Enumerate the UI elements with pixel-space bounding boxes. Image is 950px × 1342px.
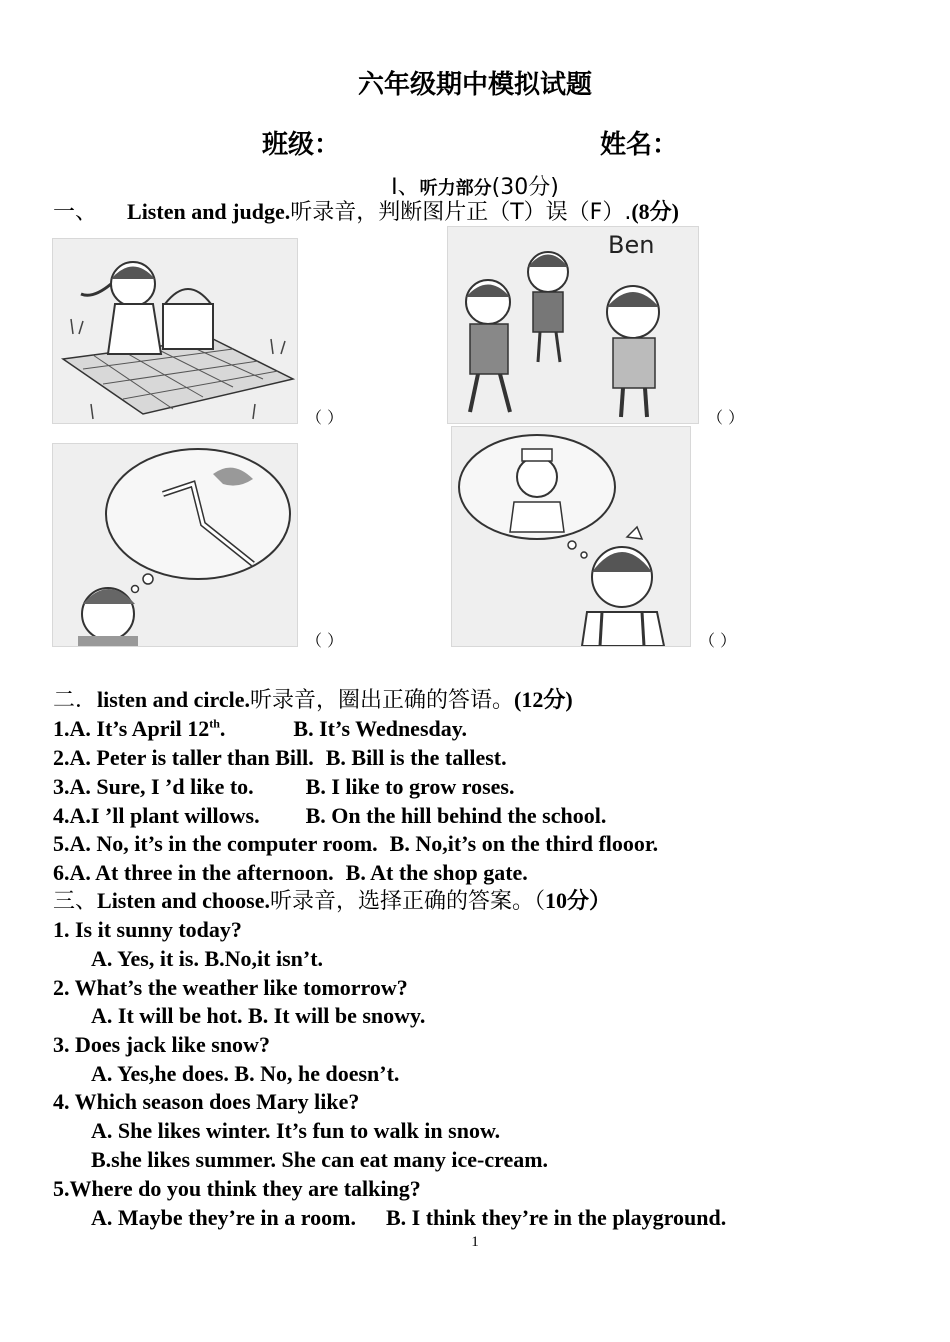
ben-label: Ben	[608, 231, 655, 259]
name-label: 姓名：	[600, 130, 679, 160]
section3-question-1-options: A. Yes, it is. B.No,it isn’t.	[91, 946, 324, 971]
q5-option-a: 5.A. No, it’s in the computer room.	[53, 831, 378, 856]
section1-heading	[53, 198, 679, 227]
section2-question-5	[53, 830, 658, 858]
section3-question-4: 4. Which season does Mary like?	[53, 1089, 360, 1114]
part-score: (30分)	[491, 175, 559, 200]
girl-doctor-illustration	[452, 427, 690, 646]
page-title: 六年级期中模拟试题	[357, 70, 592, 100]
section1-chinese: 听录音，判断图片正（T）误（F）.	[290, 200, 632, 225]
q4-option-b: B. On the hill behind the school.	[305, 803, 607, 828]
section3-question-5: 5.Where do you think they are talking?	[53, 1176, 421, 1201]
section1-score: (8分)	[631, 199, 679, 224]
section3-english: Listen and choose.	[97, 888, 270, 913]
girl-picnic-picture	[52, 238, 298, 424]
q6-option-a: 6.A. At three in the afternoon.	[53, 860, 334, 885]
section2-heading	[53, 686, 573, 715]
answer-blank-1[interactable]: （ ）	[306, 408, 344, 427]
section2-question-2	[53, 744, 507, 772]
section2-question-6	[53, 859, 528, 887]
part-name: 听力部分	[419, 178, 492, 199]
q5-choice-b: B. I think they’re in the playground.	[385, 1205, 727, 1230]
q1-option-b: B. It’s Wednesday.	[293, 716, 468, 741]
section2-question-4	[53, 802, 606, 830]
section3-chinese: 听录音，选择正确的答案。（	[270, 889, 546, 914]
section3-question-3: 3. Does jack like snow?	[53, 1032, 270, 1057]
q5-choice-a: A. Maybe they’re in a room.	[91, 1205, 356, 1230]
section3-question-4-option-a: A. She likes winter. It’s fun to walk in snow.	[91, 1118, 501, 1143]
q4-option-a: 4.A.I ’ll plant willows.	[53, 803, 260, 828]
section3-question-2-options: A. It will be hot. B. It will be snowy.	[91, 1003, 426, 1028]
section2-number: 二．	[53, 688, 98, 713]
boys-ben-picture	[447, 226, 699, 424]
answer-blank-3[interactable]: （ ）	[306, 631, 344, 650]
q2-option-b: B. Bill is the tallest.	[325, 745, 507, 770]
q2-option-a: 2.A. Peter is taller than Bill.	[53, 745, 314, 770]
q5-option-b: B. No,it’s on the third flooor.	[389, 831, 659, 856]
boys-ben-illustration	[448, 227, 698, 423]
girl-picnic-illustration	[53, 239, 297, 423]
section2-chinese: 听录音，圈出正确的答语。	[249, 688, 514, 713]
section3-question-3-options: A. Yes,he does. B. No, he doesn’t.	[91, 1061, 400, 1086]
section3-score: 10分）	[545, 888, 612, 913]
section3-number: 三、	[53, 889, 98, 914]
section3-question-5-options	[91, 1204, 726, 1232]
q6-option-b: B. At the shop gate.	[345, 860, 528, 885]
section1-number: 一、	[53, 200, 98, 225]
section2-score: (12分)	[514, 687, 573, 712]
q3-option-a: 3.A. Sure, I ’d like to.	[53, 774, 254, 799]
student-info-line	[0, 124, 950, 160]
section2-question-3	[53, 773, 514, 801]
section3-question-4-option-b: B.she likes summer. She can eat many ice-cream.	[91, 1147, 549, 1172]
answer-blank-2[interactable]: （ ）	[707, 408, 745, 427]
section1-english: Listen and judge.	[127, 199, 291, 224]
answer-blank-4[interactable]: （ ）	[699, 631, 737, 650]
page-number: 1	[471, 1234, 479, 1250]
section2-question-1	[53, 715, 467, 743]
q3-option-b: B. I like to grow roses.	[305, 774, 515, 799]
section3-question-2: 2. What’s the weather like tomorrow?	[53, 975, 408, 1000]
girl-doctor-picture	[451, 426, 691, 647]
section3-question-1: 1. Is it sunny today?	[53, 917, 242, 942]
section3-heading	[53, 887, 611, 916]
q1-option-a: 1.A. It’s April 12th.	[53, 716, 226, 741]
part-number: Ⅰ、	[391, 175, 420, 200]
class-label: 班级：	[262, 130, 341, 160]
part-heading	[0, 170, 950, 201]
section2-english: listen and circle.	[97, 687, 250, 712]
boy-great-wall-illustration	[53, 444, 297, 646]
boy-great-wall-picture	[52, 443, 298, 647]
